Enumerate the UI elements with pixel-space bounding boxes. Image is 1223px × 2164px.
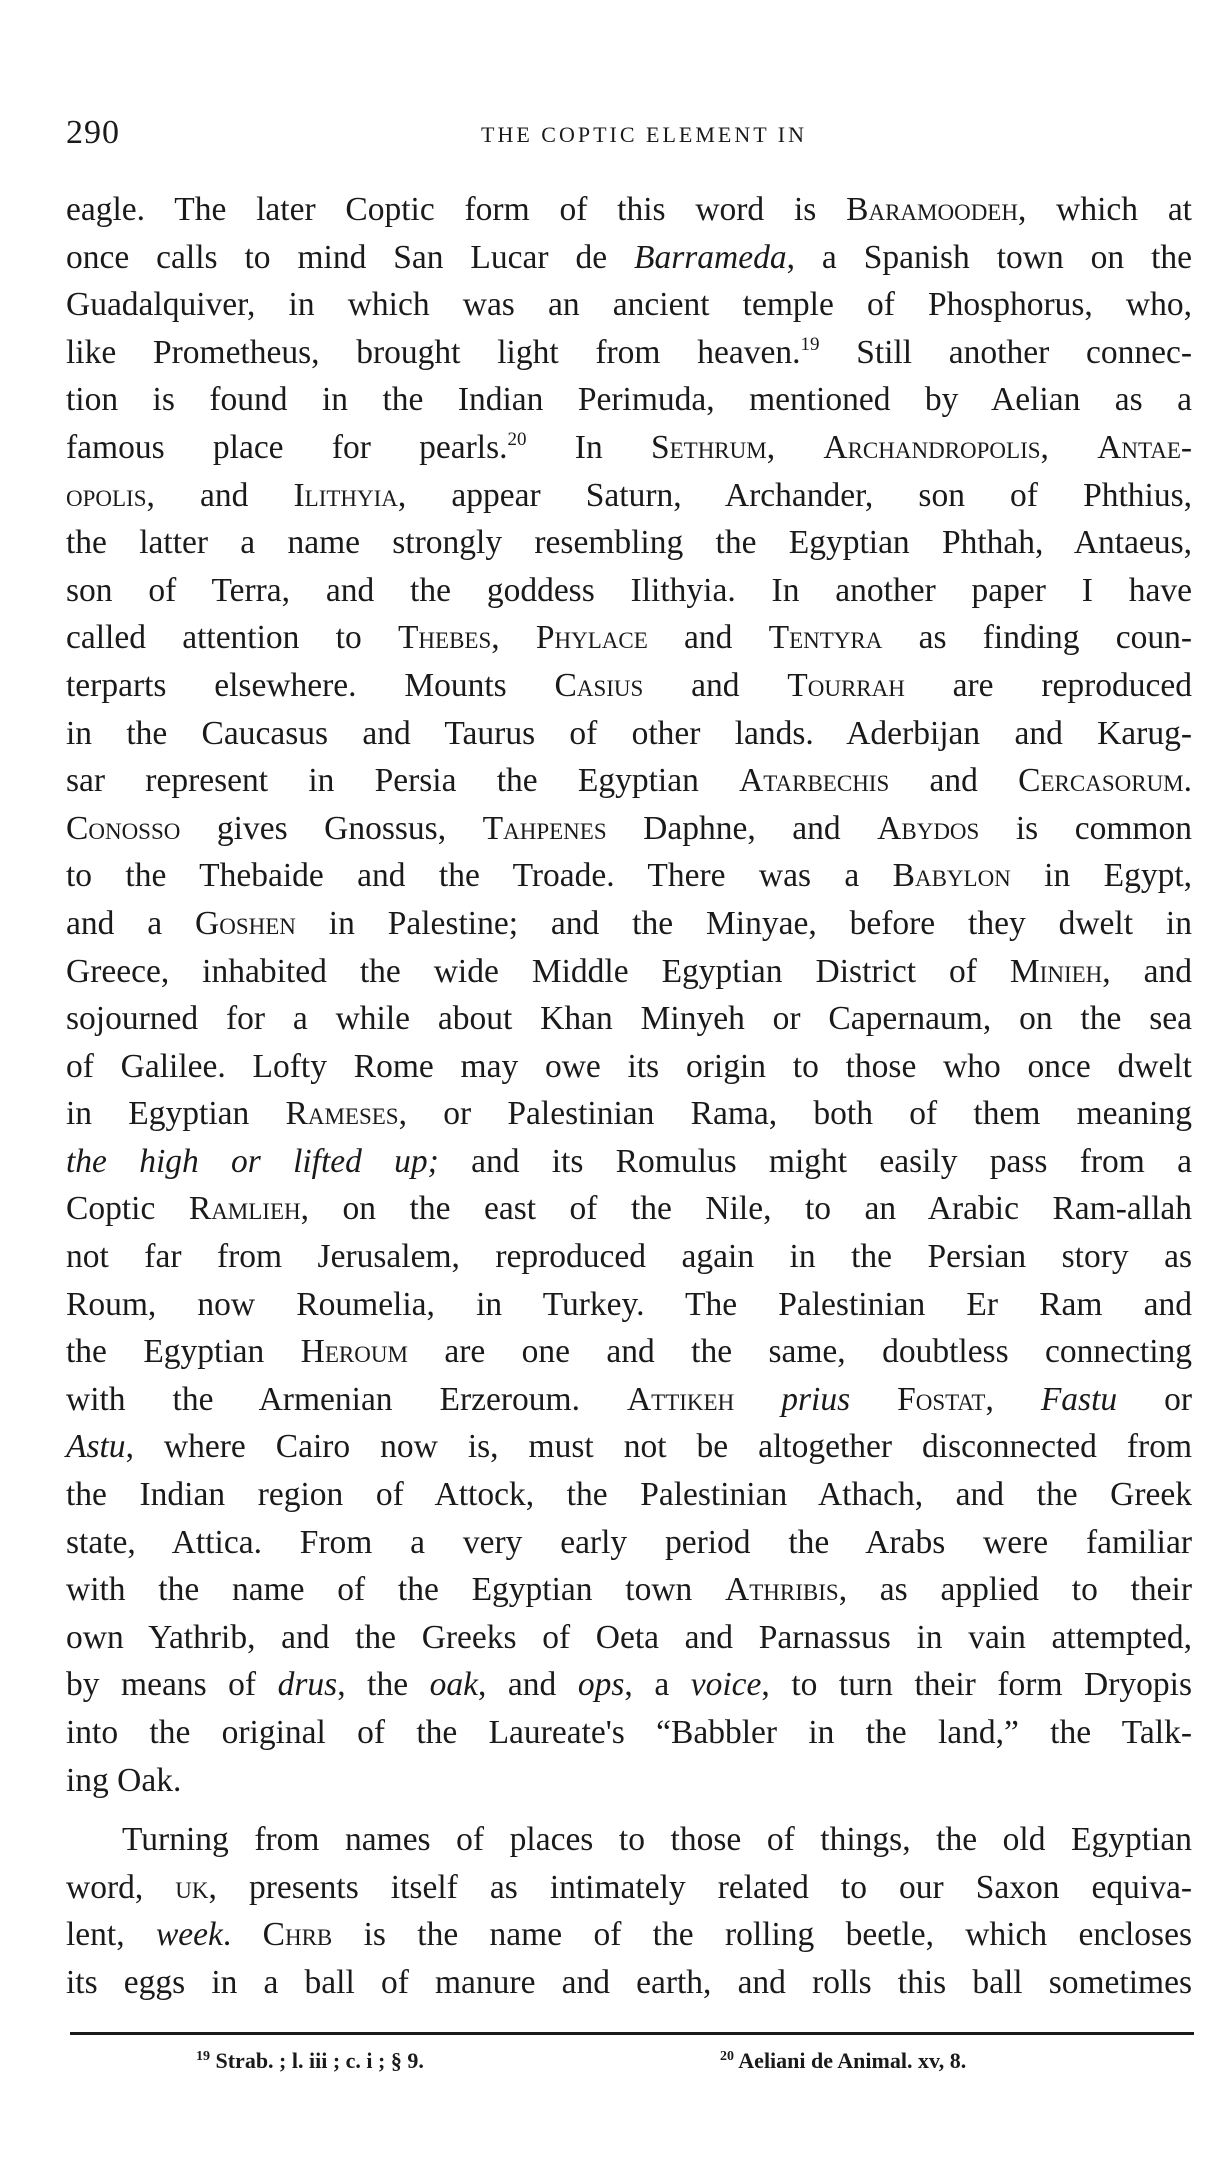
- text-run: , a: [624, 1666, 691, 1704]
- text-line: [66, 234, 1192, 282]
- text-line: [66, 567, 1192, 615]
- text-run: Fostat: [897, 1380, 986, 1418]
- text-line: [66, 757, 1192, 805]
- text-run: ,: [491, 619, 536, 657]
- paragraph-gap: [66, 1804, 1192, 1816]
- text-run: , presents itself as intimately related to our Saxon equiva-: [208, 1868, 1192, 1906]
- text-run: Sethrum: [650, 428, 767, 466]
- text-run: Greece, inhabited the wide Middle Egyptian District of: [66, 952, 1010, 990]
- text-run: oak: [429, 1666, 478, 1704]
- text-run: in Egyptian: [66, 1095, 286, 1133]
- text-run: , to turn their form Dryopis: [761, 1666, 1192, 1704]
- text-run: is common: [979, 809, 1192, 847]
- footnote-marker: 19: [196, 2049, 210, 2064]
- text-line: [66, 1328, 1192, 1376]
- text-run: like Prometheus, brought light from heaven.: [66, 333, 801, 371]
- text-run: , which at: [1017, 191, 1192, 228]
- text-run: , where Cairo now is, must not be altogether disconnected from: [125, 1428, 1192, 1466]
- text-line: [66, 948, 1192, 996]
- text-line: [66, 710, 1192, 758]
- text-line: [66, 1566, 1192, 1614]
- text-run: are reproduced: [904, 666, 1192, 704]
- text-run: uk: [175, 1868, 209, 1906]
- text-run: in Egypt,: [1010, 857, 1193, 895]
- text-line: [66, 1614, 1192, 1662]
- text-line: [66, 1281, 1192, 1329]
- text-line: [66, 1471, 1192, 1519]
- text-run: , the: [337, 1666, 430, 1704]
- text-line: [66, 1233, 1192, 1281]
- text-line: [66, 1376, 1192, 1424]
- text-run: Barrameda: [634, 238, 787, 276]
- text-run: Turning from names of places to those of things, the old Egyptian: [122, 1821, 1192, 1859]
- text-run: .: [1183, 762, 1193, 800]
- text-run: or: [1117, 1380, 1193, 1418]
- text-line: [66, 186, 1192, 234]
- text-run: eagle. The later Coptic form of this word is: [66, 191, 847, 228]
- text-line: [66, 424, 1192, 472]
- text-line: [66, 1709, 1192, 1757]
- text-run: , a Spanish town on the: [786, 238, 1192, 276]
- text-run: Guadalquiver, in which was an ancient temple of Phosphorus, who,: [66, 286, 1192, 324]
- text-line: [66, 1911, 1192, 1959]
- footnote-reference: 19: [800, 333, 820, 355]
- text-run: Tahpenes: [482, 809, 607, 847]
- text-run: Athribis: [725, 1571, 839, 1609]
- text-run: ,: [766, 428, 824, 466]
- text-run: Antae-: [1097, 428, 1193, 466]
- text-run: .: [222, 1916, 263, 1954]
- footnote-marker: 20: [720, 2049, 734, 2064]
- running-title: THE COPTIC ELEMENT IN: [481, 122, 807, 147]
- text-line: [66, 519, 1192, 567]
- text-line: [66, 1959, 1192, 2007]
- text-run: Astu: [66, 1428, 126, 1466]
- text-run: ing Oak.: [66, 1761, 182, 1799]
- footnote-text: Strab. ; l. iii ; c. i ; § 9.: [210, 2048, 424, 2073]
- text-run: Baramoodeh: [846, 191, 1018, 228]
- text-run: Attikeh: [626, 1380, 735, 1418]
- text-run: sar represent in Persia the Egyptian: [66, 762, 740, 800]
- footnote-text: Aeliani de Animal. xv, 8.: [734, 2048, 967, 2073]
- text-run: In: [526, 428, 651, 466]
- text-run: Rameses: [285, 1095, 399, 1133]
- text-run: Casius: [554, 666, 644, 704]
- text-line: [66, 1090, 1192, 1138]
- text-run: Ramlieh: [188, 1190, 301, 1228]
- text-run: once calls to mind San Lucar de: [66, 238, 634, 276]
- text-run: and a: [66, 904, 196, 942]
- text-run: Fastu: [1040, 1380, 1118, 1418]
- text-line: [66, 900, 1192, 948]
- text-run: , or Palestinian Rama, both of them meaning: [398, 1095, 1192, 1133]
- text-line: [66, 1519, 1192, 1567]
- text-run: with the Armenian Erzeroum.: [66, 1380, 627, 1418]
- text-run: into the original of the Laureate's “Babbler in the land,” the Talk-: [66, 1714, 1192, 1751]
- text-run: to the Thebaide and the Troade. There was a: [66, 857, 893, 895]
- text-line: [66, 852, 1192, 900]
- text-run: Goshen: [195, 904, 296, 942]
- text-run: and: [889, 762, 1019, 800]
- footnote-rule: [70, 2032, 1194, 2035]
- text-run: lent,: [66, 1916, 156, 1954]
- text-run: voice: [690, 1666, 762, 1704]
- text-line: [66, 1864, 1192, 1912]
- text-line: [66, 1816, 1192, 1864]
- text-run: Heroum: [300, 1333, 408, 1371]
- text-run: Coptic: [66, 1190, 189, 1228]
- text-line: [66, 1043, 1192, 1091]
- footnote-reference: 20: [507, 428, 527, 450]
- text-run: gives Gnossus,: [180, 809, 483, 847]
- running-head: [66, 114, 1192, 158]
- text-run: drus: [277, 1666, 338, 1704]
- text-run: Ilithyia: [293, 476, 398, 514]
- text-line: [66, 614, 1192, 662]
- body-text: [66, 186, 1192, 2007]
- text-run: Thebes: [397, 619, 492, 657]
- text-line: [66, 329, 1192, 377]
- text-run: is the name of the rolling beetle, which encloses: [332, 1916, 1192, 1954]
- text-run: and its Romulus might easily pass from a: [438, 1142, 1192, 1180]
- text-run: ops: [577, 1666, 625, 1704]
- text-run: , and: [1102, 952, 1192, 990]
- text-run: the latter a name strongly resembling the Egyptian Phthah, Antaeus,: [66, 524, 1192, 562]
- text-run: as finding coun-: [882, 619, 1193, 657]
- text-line: [66, 995, 1192, 1043]
- text-run: and: [647, 619, 769, 657]
- text-run: not far from Jerusalem, reproduced again in the Persian story as: [66, 1238, 1192, 1276]
- text-run: own Yathrib, and the Greeks of Oeta and Parnassus in vain attempted,: [66, 1618, 1192, 1656]
- text-run: of Galilee. Lofty Rome may owe its origin to those who once dwelt: [66, 1047, 1192, 1085]
- text-run: [734, 1381, 781, 1418]
- text-line: [66, 281, 1192, 329]
- text-run: ,: [1040, 428, 1098, 466]
- text-run: Cercasorum: [1018, 762, 1184, 800]
- text-run: its eggs in a ball of manure and earth, and rolls this ball sometimes: [66, 1963, 1192, 2001]
- text-run: terparts elsewhere. Mounts: [66, 666, 555, 704]
- text-line: [66, 805, 1192, 853]
- text-line: [66, 662, 1192, 710]
- text-line: [66, 472, 1192, 520]
- text-line: [66, 1757, 1192, 1805]
- text-run: Chrb: [262, 1916, 333, 1954]
- footnote-19: [196, 2048, 424, 2074]
- text-run: son of Terra, and the goddess Ilithyia. In another paper I have: [66, 571, 1192, 609]
- text-run: , and: [478, 1666, 578, 1704]
- text-run: Tourrah: [787, 666, 905, 704]
- text-run: in the Caucasus and Taurus of other lands. Aderbijan and Karug-: [66, 714, 1192, 752]
- text-run: the Indian region of Attock, the Palestinian Athach, and the Greek: [66, 1476, 1192, 1514]
- text-run: , on the east of the Nile, to an Arabic Ram-allah: [300, 1190, 1192, 1228]
- text-run: word,: [66, 1868, 176, 1906]
- text-run: Tentyra: [768, 619, 883, 657]
- text-run: , and: [146, 476, 294, 514]
- text-run: [850, 1381, 897, 1418]
- text-run: tion is found in the Indian Perimuda, mentioned by Aelian as a: [66, 381, 1192, 419]
- text-run: Phylace: [535, 619, 648, 657]
- text-run: state, Attica. From a very early period the Arabs were familiar: [66, 1523, 1192, 1561]
- text-run: by means of: [66, 1666, 278, 1704]
- text-run: , as applied to their: [838, 1571, 1192, 1609]
- text-run: in Palestine; and the Minyae, before they dwelt in: [295, 904, 1192, 942]
- text-run: , appear Saturn, Archander, son of Phthius,: [397, 476, 1192, 514]
- text-run: Conosso: [66, 809, 181, 847]
- text-run: the Egyptian: [66, 1333, 301, 1371]
- text-run: opolis: [66, 476, 147, 514]
- text-run: Daphne, and: [606, 809, 878, 847]
- text-run: prius: [781, 1380, 851, 1418]
- text-run: Roum, now Roumelia, in Turkey. The Palestinian Er Ram and: [66, 1285, 1192, 1323]
- page-number: 290: [66, 114, 120, 151]
- text-run: are one and the same, doubtless connecting: [407, 1333, 1193, 1371]
- text-run: called attention to: [66, 619, 398, 657]
- text-line: [66, 1661, 1192, 1709]
- text-run: week: [155, 1916, 223, 1954]
- text-run: the high or lifted up;: [66, 1142, 439, 1180]
- text-line: [66, 1185, 1192, 1233]
- text-run: with the name of the Egyptian town: [66, 1571, 726, 1609]
- text-run: sojourned for a while about Khan Minyeh or Capernaum, on the sea: [66, 1000, 1192, 1038]
- text-run: and: [643, 666, 788, 704]
- text-run: Still another connec-: [819, 333, 1192, 371]
- text-line: [66, 1423, 1192, 1471]
- text-run: Abydos: [877, 809, 980, 847]
- text-line: [66, 376, 1192, 424]
- text-run: Atarbechis: [739, 762, 890, 800]
- text-run: Archandropolis: [823, 428, 1041, 466]
- text-run: Minieh: [1009, 952, 1103, 990]
- text-line: [66, 1138, 1192, 1186]
- footnote-20: [720, 2048, 966, 2074]
- text-run: Babylon: [892, 857, 1011, 895]
- text-run: ,: [985, 1380, 1041, 1418]
- text-run: famous place for pearls.: [66, 428, 508, 466]
